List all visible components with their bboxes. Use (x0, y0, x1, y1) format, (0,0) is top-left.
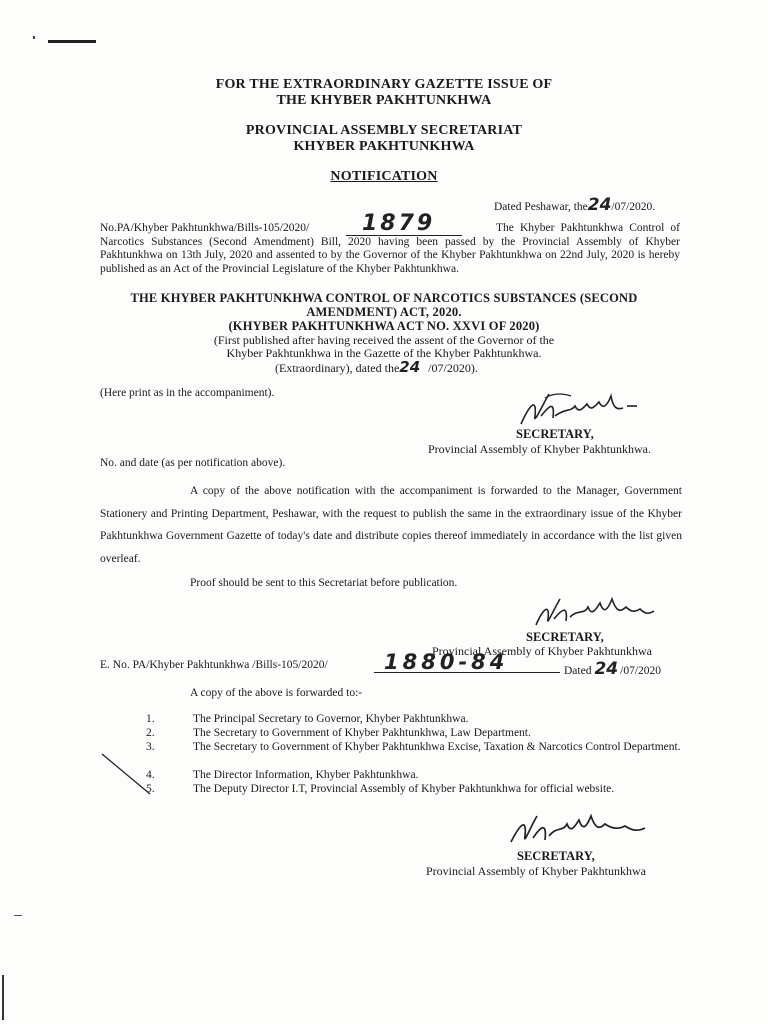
act-title-line-3: (KHYBER PAKHTUNKHWA ACT NO. XXVI OF 2020) (228, 319, 540, 333)
handwritten-act-date-day: 24 (399, 358, 421, 376)
signature-1-title: SECRETARY, (516, 427, 594, 441)
scan-mark-edge (2, 975, 4, 1020)
act-note-line-3: (Extraordinary), dated the24 /07/2020). (275, 358, 478, 376)
scan-mark-top (48, 40, 96, 43)
handwritten-date-day: 24 (587, 195, 612, 215)
signature-3-title: SECRETARY, (517, 849, 595, 863)
notification-heading: NOTIFICATION (330, 169, 438, 184)
header-line-3: PROVINCIAL ASSEMBLY SECRETARIAT (245, 123, 523, 138)
forwarded-to-line: A copy of the above is forwarded to:- (190, 687, 363, 699)
copy-paragraph: A copy of the above notification with the accompaniment is forwarded to the Manager, Government Stationery and Printing Department, Peshawar, with the request to publish the same in the extraordinary issue of the Khyber Pakhtunkhwa Government Gazette of today's date and distribute copies thereof immediately in accordance with the list given overleaf. (100, 485, 682, 565)
act-title-line-2: AMENDMENT) ACT, 2020. (306, 305, 462, 319)
handwritten-tick-mark (100, 750, 160, 805)
scan-mark-dot (33, 36, 35, 39)
header-line-1: FOR THE EXTRAORDINARY GAZETTE ISSUE OF (215, 77, 553, 92)
no-and-date-line: No. and date (as per notification above). (100, 457, 286, 469)
ref-paragraph: The Khyber Pakhtunkhwa Control of Narcotics Substances (Second Amendment) Bill, 2020 having been passed by the Provincial Assembly of Khyber Pakhtunkhwa on 13th July, 2020 and assented to by the Governor of the Khyber Pakhtunkhwa on 22nd July, 2020 is hereby published as an Act of the Provincial Legislature of the Khyber Pakhtunkhwa. (100, 222, 680, 275)
act-note-line-2: Khyber Pakhtunkhwa in the Gazette of the Khyber Pakhtunkhwa. (226, 346, 542, 360)
signature-1-org: Provincial Assembly of Khyber Pakhtunkhwa. (428, 442, 651, 456)
header-line-4: KHYBER PAKHTUNKHWA (293, 139, 475, 154)
signature-2-title: SECRETARY, (526, 630, 604, 644)
header-line-2: THE KHYBER PAKHTUNKHWA (276, 93, 492, 108)
proof-note: Proof should be sent to this Secretariat before publication. (190, 577, 458, 589)
handwritten-endorsement-day: 24 (594, 659, 619, 679)
handwritten-ref-number: 1879 (362, 211, 436, 236)
handwritten-endorsement-number: 1880-84 (384, 650, 509, 674)
act-note-line-1: (First published after having received the assent of the Governor of the (213, 333, 555, 347)
ref-number-prefix: No.PA/Khyber Pakhtunkhwa/Bills-105/2020/ (100, 222, 310, 234)
accompaniment-note: (Here print as in the accompaniment). (100, 387, 275, 399)
endorsement-prefix: E. No. PA/Khyber Pakhtunkhwa /Bills-105/2020/ (100, 659, 328, 671)
scan-mark-left (14, 915, 22, 916)
signature-3-org: Provincial Assembly of Khyber Pakhtunkhwa (426, 864, 646, 878)
act-title-line-1: THE KHYBER PAKHTUNKHWA CONTROL OF NARCOTICS SUBSTANCES (SECOND (130, 291, 638, 305)
signature-2-org: Provincial Assembly of Khyber Pakhtunkhwa (432, 644, 652, 658)
endorsement-dated: Dated 24 /07/2020 (564, 659, 662, 679)
dated-line: Dated Peshawar, the24/07/2020. (494, 195, 656, 215)
